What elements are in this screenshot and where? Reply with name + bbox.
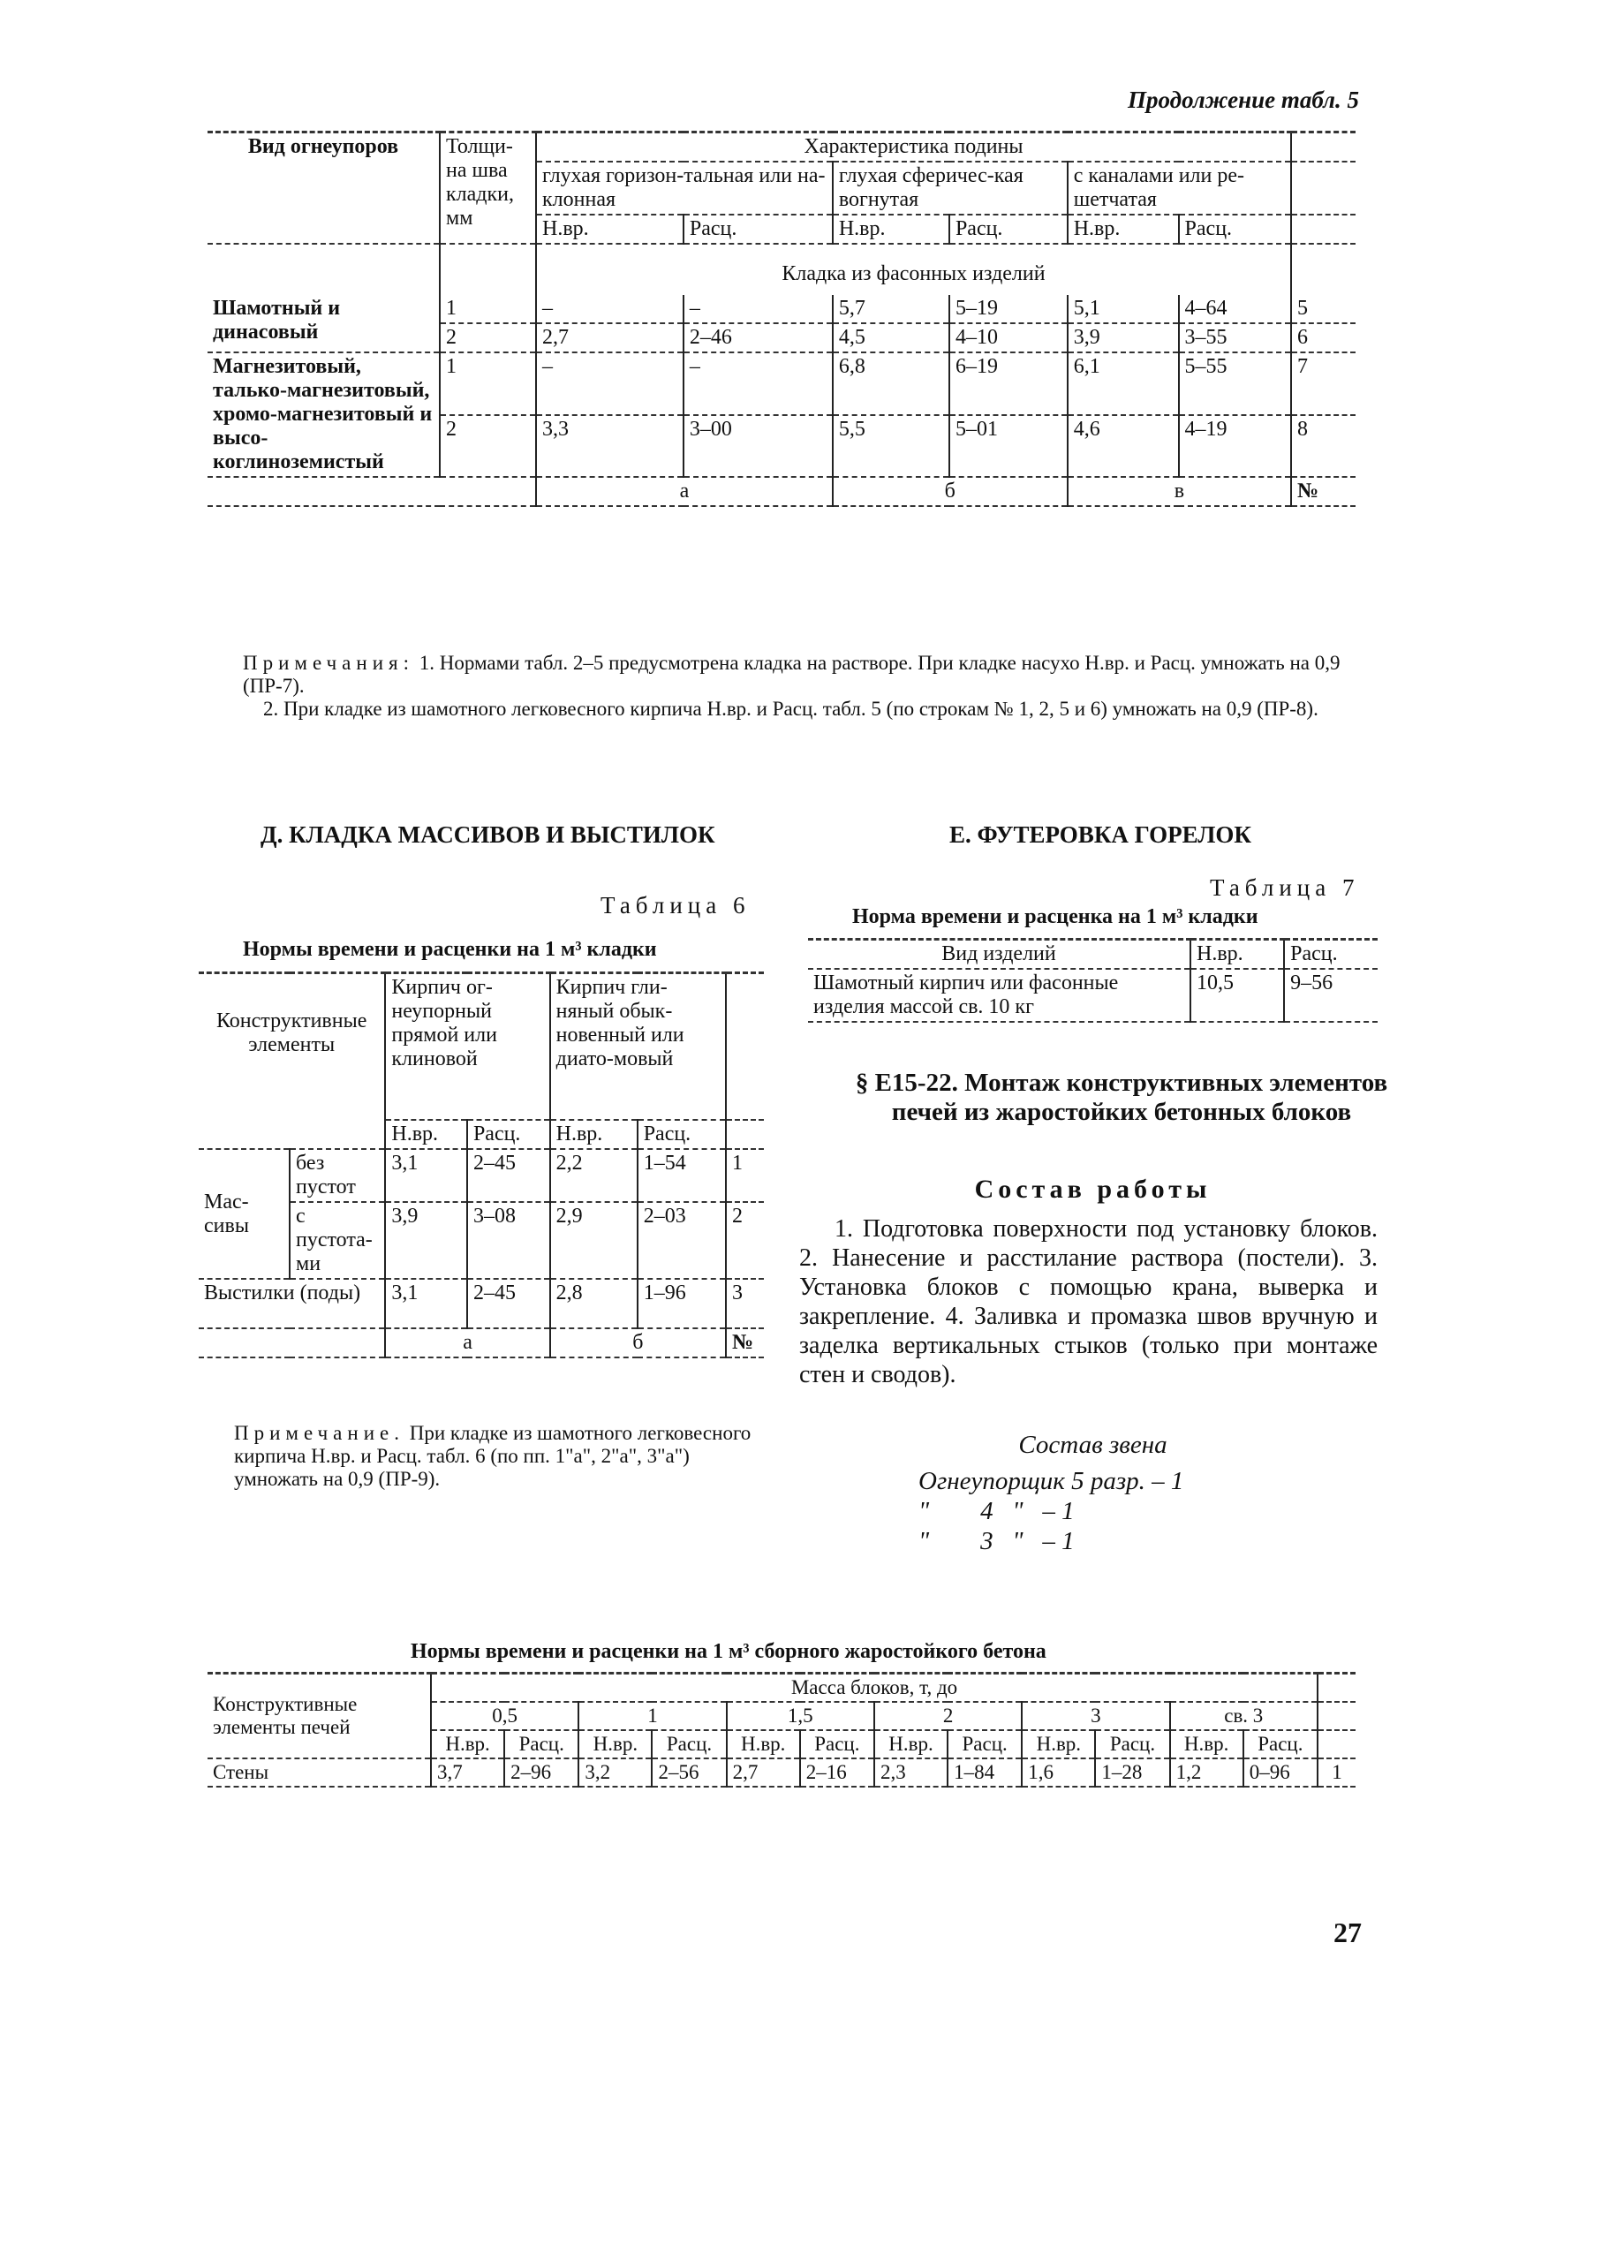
table-6-label: Таблица 6 xyxy=(601,892,751,919)
table-row: Шамотный кирпич или фасонные изделия массой св. 10 кг 10,5 9–56 xyxy=(808,969,1378,1022)
notes-table-5: Примечания: 1. Нормами табл. 2–5 предусмотрена кладка на растворе. При кладке насухо Н.вр. и Расц. умножать на 0,9 (ПР-7). 2. При кладке из шамотного легковесного кирпича Н.вр. и Расц. табл. 5 (по строкам № 1, 2, 5 и 6) умножать на 0,9 (ПР-8). xyxy=(243,652,1341,720)
table-6-caption: Нормы времени и расценки на 1 м³ кладки xyxy=(243,938,657,961)
col-header-thickness: Толщи-на шва кладки, мм xyxy=(440,132,536,245)
table-row: 2 3,3 3–00 5,5 5–01 4,6 4–19 8 xyxy=(208,415,1356,477)
table-row: Выстилки (поды) 3,1 2–45 2,8 1–96 3 xyxy=(199,1279,764,1328)
col-header-type: Вид огнеупоров xyxy=(208,132,440,245)
table-row: Стены 3,7 2–96 3,2 2–56 2,7 2–16 2,3 1–84 1,6 1–28 1,2 0–96 1 xyxy=(208,1758,1356,1787)
col-header-a: Кирпич ог-неупорный прямой или клиновой xyxy=(385,973,549,1121)
section-heading-e: Е. ФУТЕРОВКА ГОРЕЛОК xyxy=(949,821,1251,848)
nvr-header: Н.вр. xyxy=(833,215,949,244)
col-header-b: Кирпич гли-няный обык-новенный или диато-мовый xyxy=(550,973,726,1121)
nvr-header: Н.вр. xyxy=(1068,215,1179,244)
work-composition-title: Состав работы xyxy=(974,1175,1212,1204)
bottom-table-caption: Нормы времени и расценки на 1 м³ сборного жаростойкого бетона xyxy=(411,1640,1046,1663)
rasc-header: Расц. xyxy=(949,215,1068,244)
table-precast-concrete: Конструктивные элементы печей Масса блоков, т, до 0,5 1 1,5 2 3 св. 3 Н.вр. Расц. Н.вр. Расц. Н.вр. Расц. Н.вр. Расц. Н.вр. Расц. Н.вр. Расц. Стены 3,7 2–96 3,2 2–56 2,7 2–16 2,3 1–84 1,6 1–28 1,2 0–96 1 xyxy=(208,1672,1356,1788)
table-row: с пустота-ми 3,9 3–08 2,9 2–03 2 xyxy=(199,1202,764,1279)
section-e15-22-heading: § Е15-22. Монтаж конструктивных элементов печей из жаростойких бетонных блоков xyxy=(855,1069,1388,1126)
col-header-elements: Конструктивные элементы xyxy=(199,973,385,1150)
table-7: Вид изделий Н.вр. Расц. Шамотный кирпич или фасонные изделия массой св. 10 кг 10,5 9–56 xyxy=(808,938,1378,1023)
table-5 xyxy=(208,131,1356,507)
rasc-header: Расц. xyxy=(1179,215,1291,244)
table-row: Мас-сивы без пустот 3,1 2–45 2,2 1–54 1 xyxy=(199,1149,764,1202)
section-label: Кладка из фасонных изделий xyxy=(536,244,1291,295)
rasc-header: Расц. xyxy=(684,215,833,244)
nvr-header: Н.вр. xyxy=(536,215,684,244)
col-header-characteristic: Характеристика подины xyxy=(536,132,1291,163)
row-group-label: Магнезитовый, талько-магнезитовый, хромо-магнезитовый и высо-коглиноземистый xyxy=(208,352,440,477)
table-footer-row: а б № xyxy=(199,1328,764,1357)
subheader-a: глухая горизон-тальная или на-клонная xyxy=(536,162,833,215)
subheader-c: с каналами или ре-шетчатая xyxy=(1068,162,1291,215)
table-6: Конструктивные элементы Кирпич ог-неупорный прямой или клиновой Кирпич гли-няный обык-новенный или диато-мовый Н.вр. Расц. Н.вр. Расц. Мас-сивы без пустот 3,1 2–45 2,2 1–54 1 с пустота-ми 3,9 3–08 2,9 2–03 2 Выстилки (поды) 3,1 2–45 2,8 1–96 3 а б № xyxy=(199,971,764,1358)
table-7-caption: Норма времени и расценка на 1 м³ кладки xyxy=(852,905,1258,928)
table-row: 2 2,7 2–46 4,5 4–10 3,9 3–55 6 xyxy=(208,323,1356,352)
continuation-label: Продолжение табл. 5 xyxy=(1128,87,1359,113)
row-group-label: Шамотный и динасовый xyxy=(208,295,440,352)
work-composition-text: 1. Подготовка поверхности под установку блоков. 2. Нанесение и расстилание раствора (постели). 3. Установка блоков с помощью крана, выверка и закрепление. 4. Заливка и промазка швов вручную и заделка вертикальных стыков (только при монтаже стен и сводов). xyxy=(799,1215,1378,1388)
table-row: Шамотный и динасовый 1 – – 5,7 5–19 5,1 4–64 5 xyxy=(208,295,1356,323)
table-footer-row: а б в № xyxy=(208,477,1356,506)
crew-list: Огнеупорщик 5 разр. – 1 " 4 " – 1 " 3 " – 1 xyxy=(918,1467,1184,1555)
section-heading-d: Д. КЛАДКА МАССИВОВ И ВЫСТИЛОК xyxy=(261,821,715,848)
table-row: Магнезитовый, талько-магнезитовый, хромо-магнезитовый и высо-коглиноземистый 1 – – 6,8 6–19 6,1 5–55 7 xyxy=(208,352,1356,415)
table-7-label: Таблица 7 xyxy=(1210,874,1360,901)
subheader-b: глухая сферичес-кая вогнутая xyxy=(833,162,1068,215)
page-number: 27 xyxy=(1333,1916,1362,1948)
crew-title: Состав звена xyxy=(1018,1431,1167,1459)
notes-table-6: Примечание. При кладке из шамотного легковесного кирпича Н.вр. и Расц. табл. 6 (по пп. 1"а", 2"а", 3"а") умножать на 0,9 (ПР-9). xyxy=(234,1422,752,1490)
